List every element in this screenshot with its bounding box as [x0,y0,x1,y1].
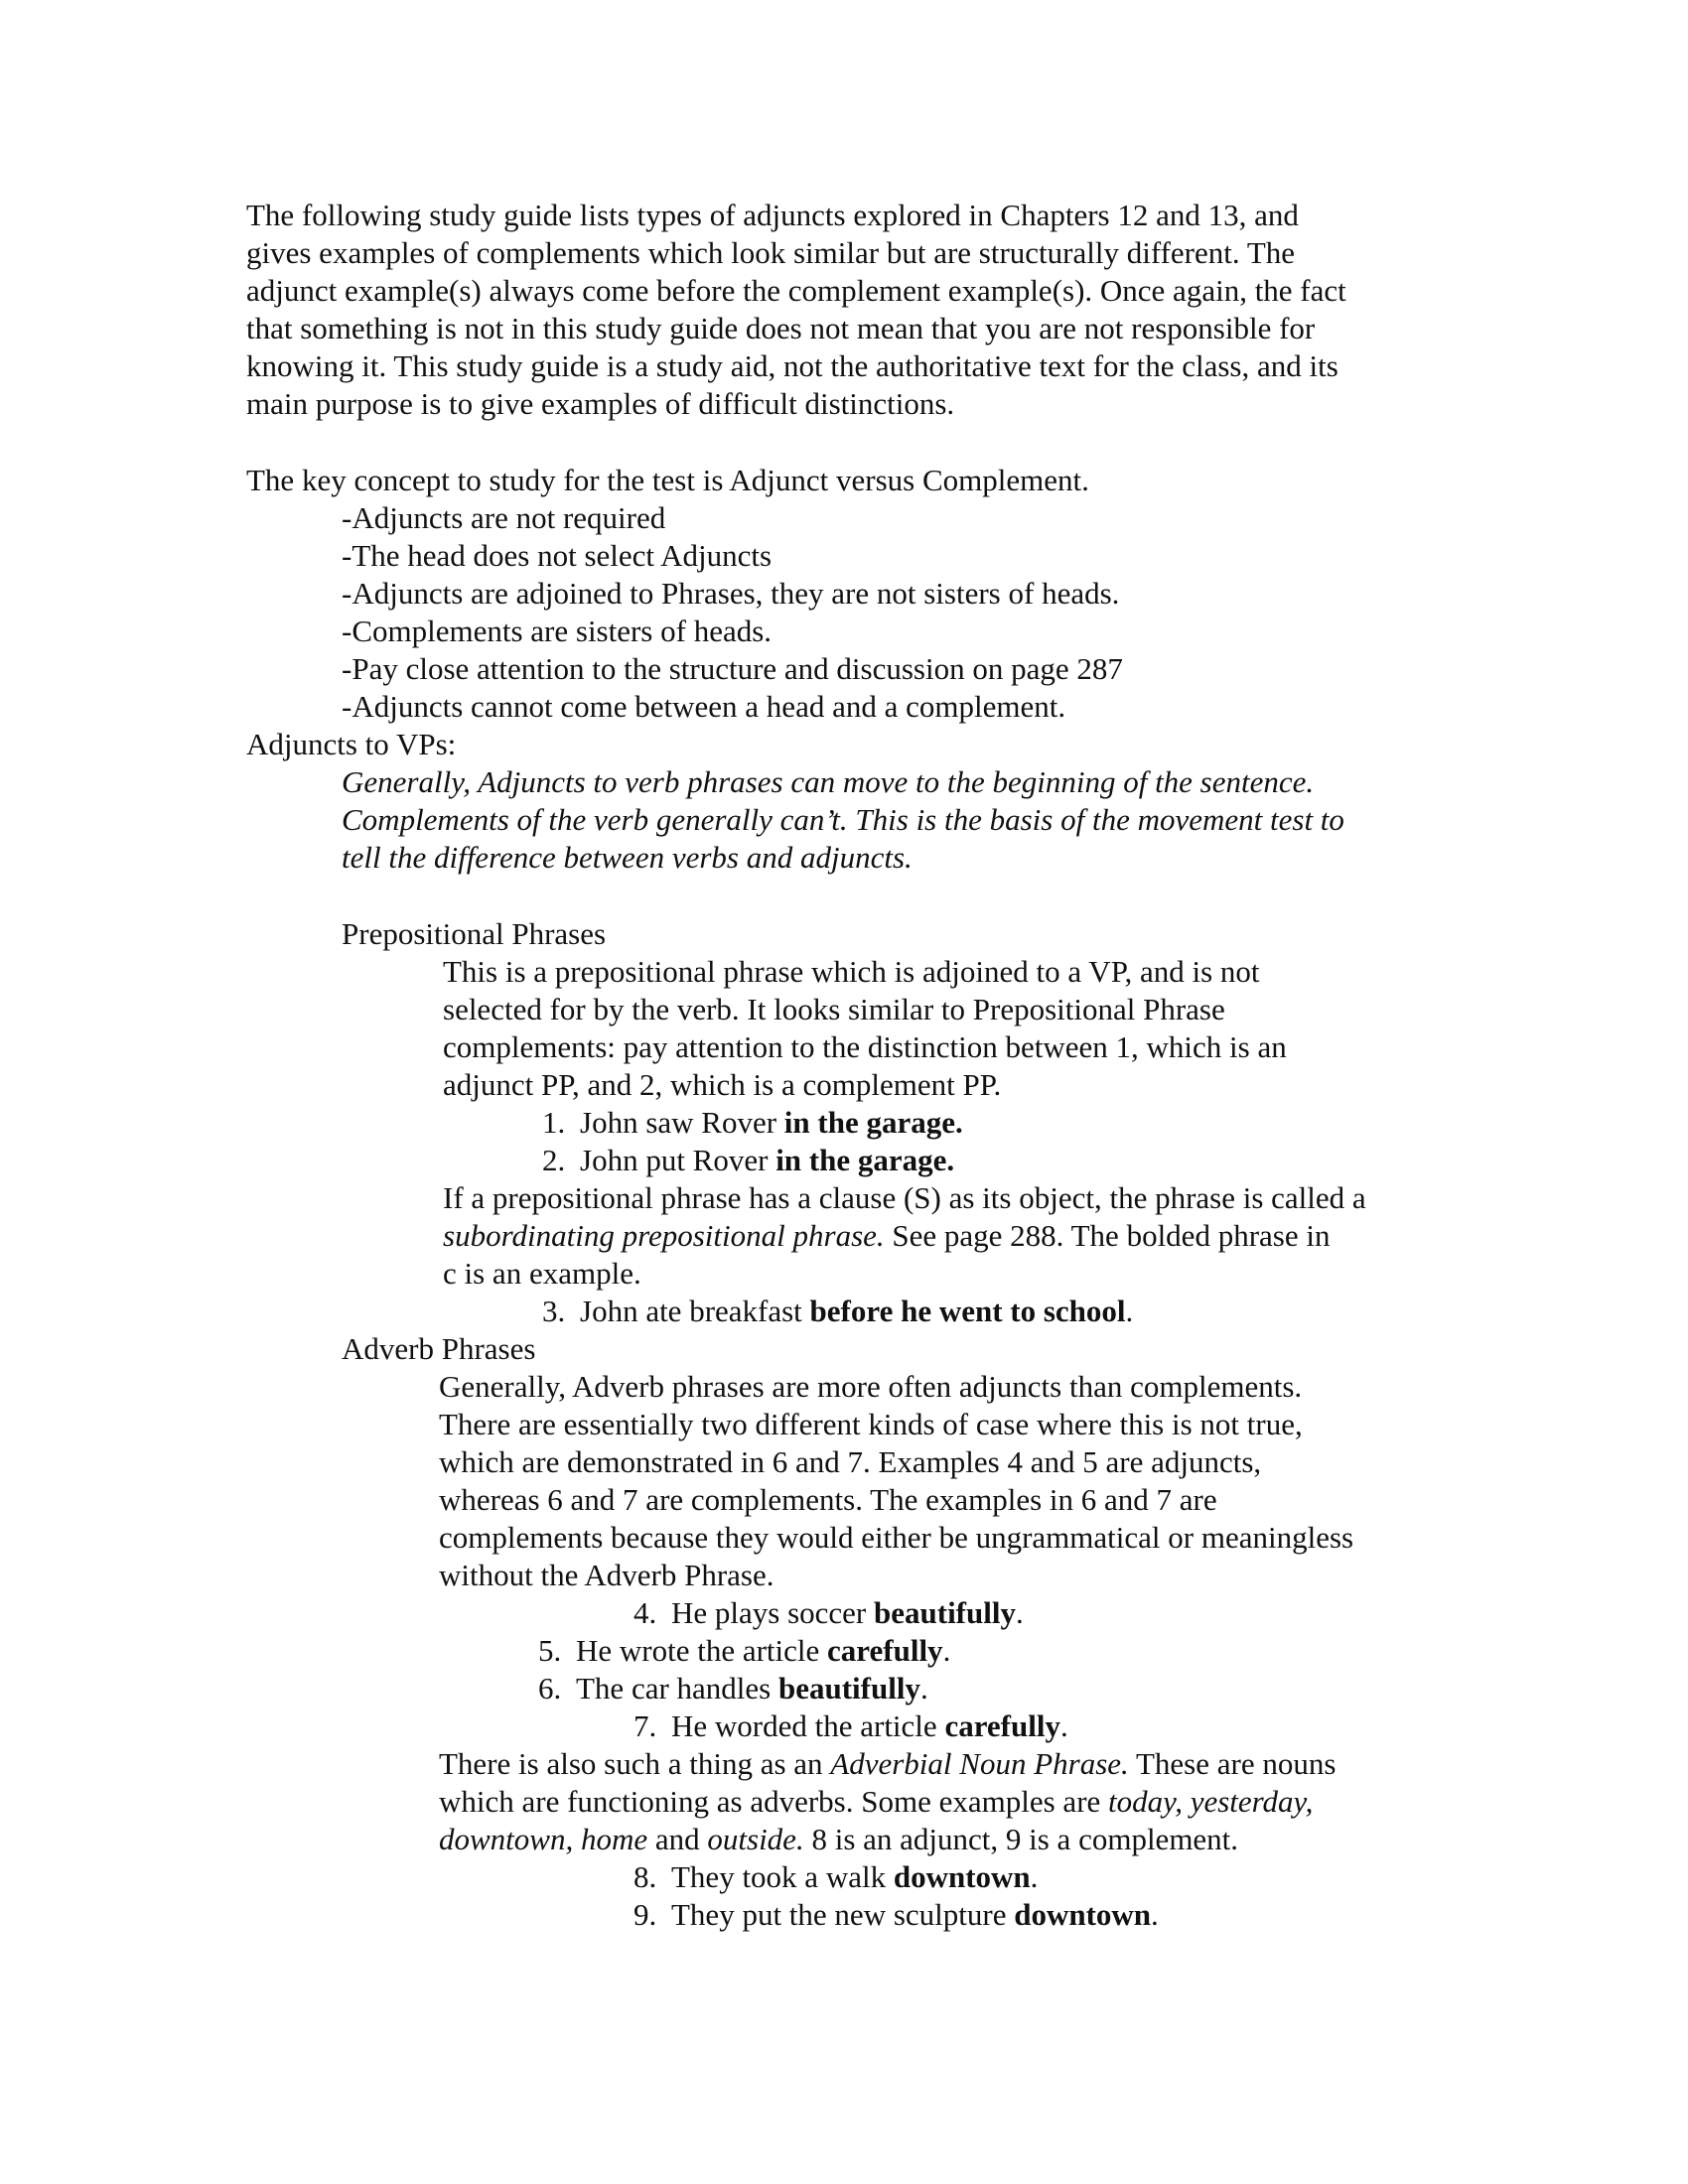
pp-text-line: This is a prepositional phrase which is adjoined to a VP, and is not [443,954,1260,989]
adv-noun-text: There is also such a thing as an [439,1746,831,1781]
example-item [633,1594,1024,1632]
example-after: . [942,1633,951,1668]
example-item [542,1142,954,1179]
adv-noun-line [439,1783,1313,1821]
adv-text-line: There are essentially two different kinds of case where this is not true, [439,1407,1303,1441]
example-after: . [1030,1859,1039,1894]
section-heading-vps: Adjuncts to VPs: [246,727,457,761]
example-item [542,1104,963,1142]
example-item [633,1896,1159,1934]
vps-note-line: tell the difference between verbs and adjuncts. [342,840,913,875]
example-number: 2. [542,1143,566,1177]
example-text: The car handles [576,1671,778,1706]
key-point: -Adjuncts cannot come between a head and a complement. [342,689,1066,724]
adv-text-line: Generally, Adverb phrases are more often adjuncts than complements. [439,1369,1303,1404]
key-point: -The head does not select Adjuncts [342,538,773,573]
intro-line: main purpose is to give examples of difficult distinctions. [246,386,955,421]
adv-text-line: whereas 6 and 7 are complements. The examples in 6 and 7 are [439,1482,1217,1517]
pp-sub-rest: See page 288. The bolded phrase in [884,1218,1331,1253]
example-bold: carefully [827,1633,943,1668]
adv-noun-examples: downtown, home [439,1822,648,1856]
key-point: -Adjuncts are adjoined to Phrases, they are not sisters of heads. [342,576,1120,611]
example-text: He wrote the article [576,1633,828,1668]
example-bold: in the garage. [775,1143,955,1177]
adv-text-line: without the Adverb Phrase. [439,1558,774,1592]
subsection-heading-adverb: Adverb Phrases [342,1331,536,1366]
pp-sub-term: subordinating prepositional phrase. [443,1218,885,1253]
pp-sub-line [443,1217,1330,1255]
adv-noun-examples: today, yesterday, [1108,1784,1314,1819]
example-text: He plays soccer [671,1595,874,1630]
example-number: 4. [633,1595,657,1630]
adv-text-line: complements because they would either be ungrammatical or meaningless [439,1520,1354,1555]
pp-sub-line: c is an example. [443,1256,641,1291]
key-point: -Adjuncts are not required [342,500,666,535]
example-bold: carefully [944,1708,1060,1743]
example-number: 3. [542,1294,566,1328]
example-number: 7. [633,1708,657,1743]
vps-note-line: Generally, Adjuncts to verb phrases can move to the beginning of the sentence. [342,764,1315,799]
intro-line: knowing it. This study guide is a study aid, not the authoritative text for the class, and its [246,348,1338,383]
adv-noun-text: and [647,1822,708,1856]
adv-noun-text: These are nouns [1128,1746,1336,1781]
example-item [633,1858,1038,1896]
example-text: John ate breakfast [580,1294,810,1328]
adv-noun-line [439,1745,1336,1783]
example-bold: downtown [1014,1897,1152,1932]
example-after: . [1059,1708,1068,1743]
subsection-heading-pp: Prepositional Phrases [342,916,607,951]
example-bold: before he went to school [809,1294,1126,1328]
intro-line: gives examples of complements which look similar but are structurally different. The [246,235,1296,270]
adv-noun-line [439,1821,1238,1858]
vps-note-line: Complements of the verb generally can’t. This is the basis of the movement test to [342,802,1344,837]
pp-sub-line: If a prepositional phrase has a clause (S) as its object, the phrase is called a [443,1180,1366,1215]
adv-noun-text: which are functioning as adverbs. Some examples are [439,1784,1109,1819]
key-concept-heading: The key concept to study for the test is Adjunct versus Complement. [246,463,1089,497]
example-bold: beautifully [777,1671,920,1706]
intro-line: The following study guide lists types of adjuncts explored in Chapters 12 and 13, and [246,198,1299,232]
example-text: They put the new sculpture [671,1897,1015,1932]
intro-line: adjunct example(s) always come before the complement example(s). Once again, the fact [246,273,1346,308]
intro-line: that something is not in this study guide does not mean that you are not responsible for [246,311,1316,345]
key-point: -Complements are sisters of heads. [342,614,773,648]
example-bold: downtown [893,1859,1031,1894]
adv-noun-term: Adverbial Noun Phrase. [830,1746,1129,1781]
example-text: John put Rover [580,1143,776,1177]
example-after: . [919,1671,928,1706]
adv-noun-text: 8 is an adjunct, 9 is a complement. [803,1822,1239,1856]
example-number: 8. [633,1859,657,1894]
example-bold: beautifully [874,1595,1016,1630]
adv-text-line: which are demonstrated in 6 and 7. Examples 4 and 5 are adjuncts, [439,1444,1262,1479]
key-point: -Pay close attention to the structure and discussion on page 287 [342,651,1123,686]
example-after: . [1151,1897,1159,1932]
example-number: 1. [542,1105,566,1140]
example-after: . [1125,1294,1134,1328]
example-item [542,1293,1133,1330]
example-item [538,1670,928,1707]
pp-text-line: selected for by the verb. It looks similar to Prepositional Phrase [443,992,1225,1026]
example-item [633,1707,1068,1745]
example-text: He worded the article [671,1708,945,1743]
example-number: 6. [538,1671,562,1706]
example-bold: in the garage. [783,1105,963,1140]
adv-noun-examples: outside. [707,1822,804,1856]
example-text: John saw Rover [580,1105,784,1140]
example-text: They took a walk [671,1859,894,1894]
example-number: 9. [633,1897,657,1932]
example-number: 5. [538,1633,562,1668]
pp-text-line: complements: pay attention to the distinction between 1, which is an [443,1029,1287,1064]
example-item [538,1632,950,1670]
pp-text-line: adjunct PP, and 2, which is a complement PP. [443,1067,1002,1102]
example-after: . [1015,1595,1024,1630]
